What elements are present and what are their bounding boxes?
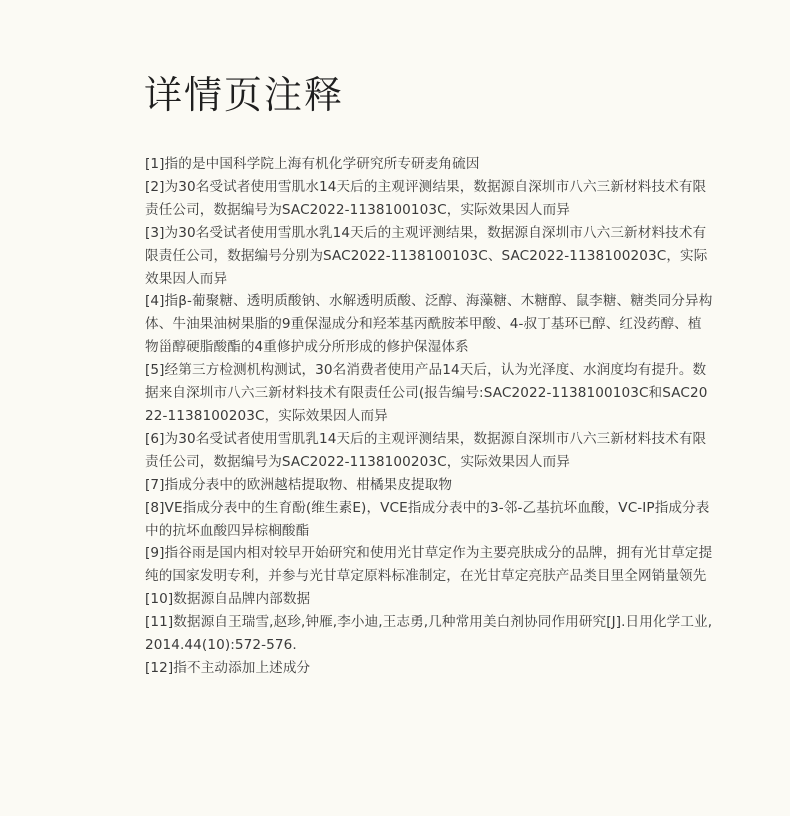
page-title: 详情页注释	[144, 73, 345, 117]
note-item-3: [3]为30名受试者使用雪肌水乳14天后的主观评测结果，数据源自深圳市八六三新材料技术有限责任公司，数据编号分别为SAC2022-1138100103C、SAC2022-1138100203C，实际效果因人而异	[145, 224, 708, 287]
note-item-8: [8]VE指成分表中的生育酚(维生素E)，VCE指成分表中的3-邻-乙基抗坏血酸，VC-IP指成分表中的抗坏血酸四异棕榈酸酯	[145, 499, 710, 539]
notes-list	[145, 153, 713, 680]
note-item-4: [4]指β-葡聚糖、透明质酸钠、水解透明质酸、泛醇、海藻糖、木糖醇、鼠李糖、糖类同分异构体、牛油果油树果脂的9重保湿成分和羟苯基丙酰胺苯甲酸、4-叔丁基环已醇、红没药醇、植物甾醇硬脂酸酯的4重修护成分所形成的修护保湿体系	[145, 293, 713, 356]
note-item-9: [9]指谷雨是国内相对较早开始研究和使用光甘草定作为主要亮肤成分的品牌，拥有光甘草定提纯的国家发明专利，并参与光甘草定原料标准制定，在光甘草定亮肤产品类目里全网销量领先	[145, 545, 713, 585]
note-item-10: [10]数据源自品牌内部数据	[145, 591, 311, 608]
note-item-7: [7]指成分表中的欧洲越桔提取物、柑橘果皮提取物	[145, 476, 453, 493]
note-item-2: [2]为30名受试者使用雪肌水14天后的主观评测结果，数据源自深圳市八六三新材料技术有限责任公司，数据编号为SAC2022-1138100103C，实际效果因人而异	[145, 178, 707, 218]
note-item-6: [6]为30名受试者使用雪肌乳14天后的主观评测结果，数据源自深圳市八六三新材料技术有限责任公司，数据编号为SAC2022-1138100203C，实际效果因人而异	[145, 430, 707, 470]
note-item-5: [5]经第三方检测机构测试，30名消费者使用产品14天后，认为光泽度、水润度均有提升。数据来自深圳市八六三新材料技术有限责任公司(报告编号:SAC2022-1138100103C和SAC2022-1138100203C，实际效果因人而异	[145, 362, 708, 424]
note-item-1: [1]指的是中国科学院上海有机化学研究所专研麦角硫因	[145, 156, 480, 172]
note-item-12: [12]指不主动添加上述成分	[145, 659, 311, 676]
note-item-11: [11]数据源自王瑞雪,赵珍,钟雁,李小迪,王志勇,几种常用美白剂协同作用研究[J].日用化学工业,2014.44(10):572-576.	[145, 614, 713, 654]
